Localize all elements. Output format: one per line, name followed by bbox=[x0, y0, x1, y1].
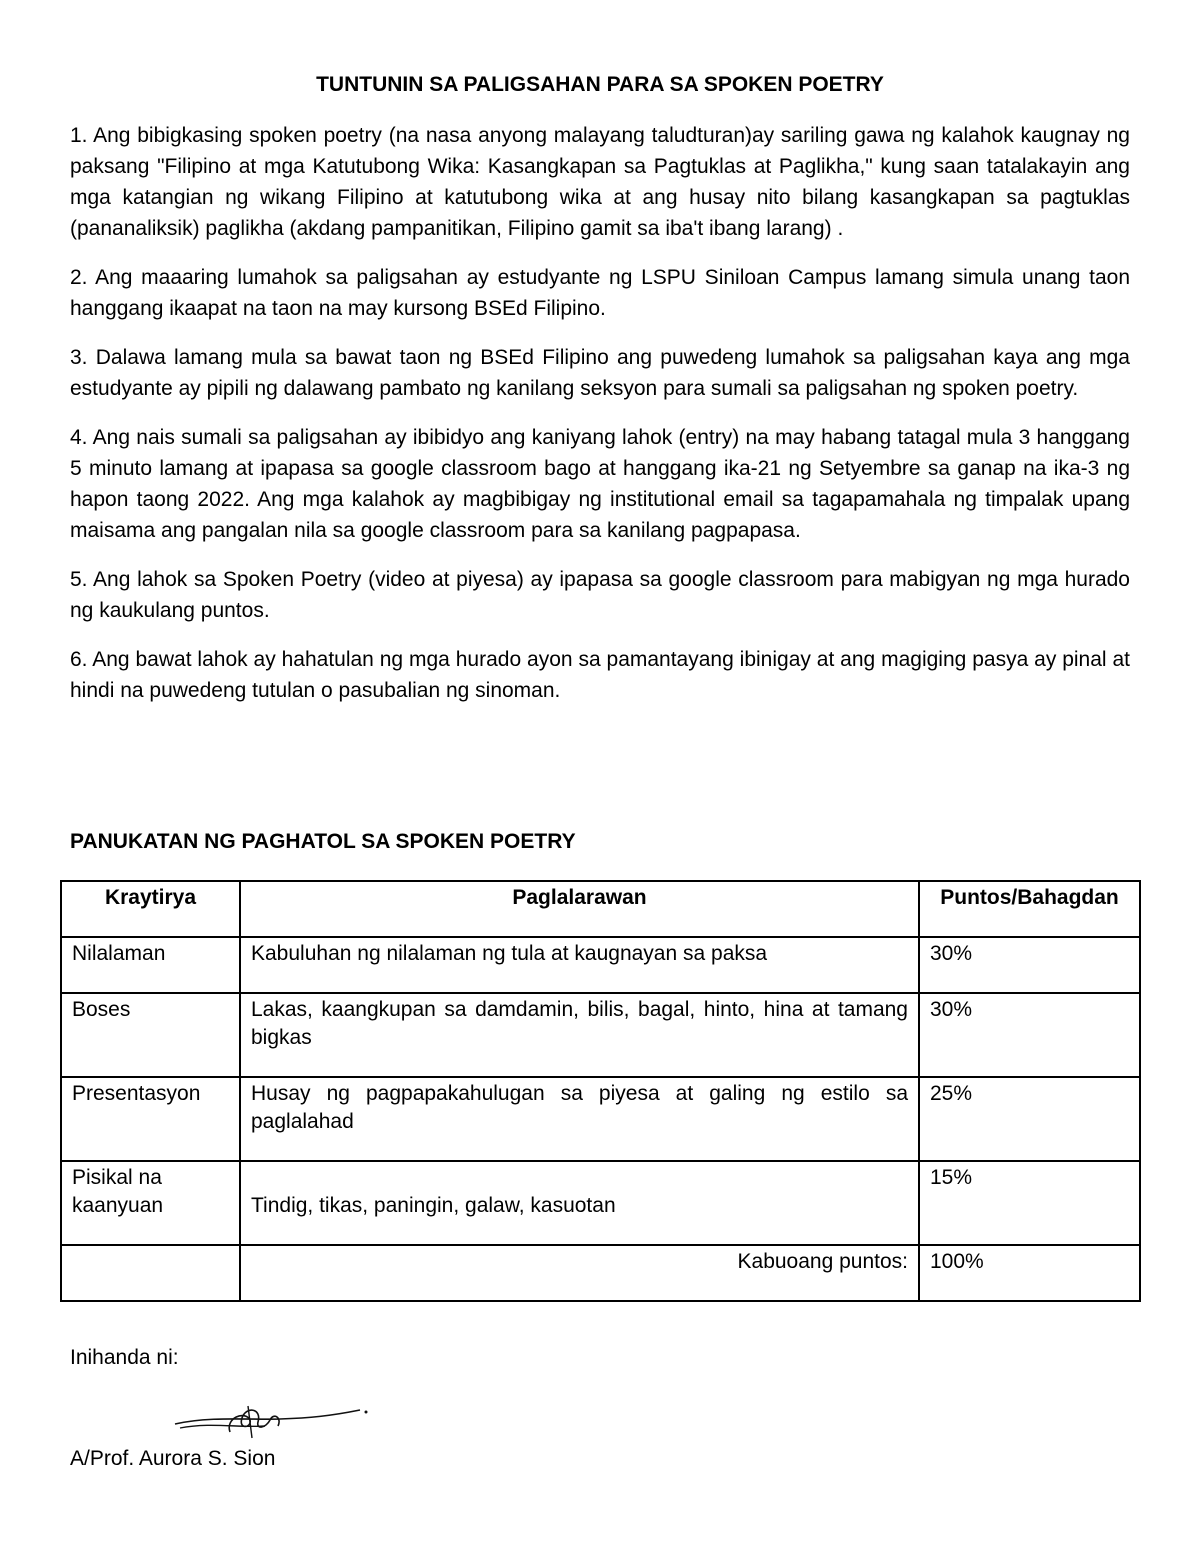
criterion-cell: Nilalaman bbox=[61, 937, 240, 993]
total-label: Kabuoang puntos: bbox=[240, 1245, 919, 1301]
description-cell: Husay ng pagpapakahulugan sa piyesa at galing ng estilo sa paglalahad bbox=[240, 1077, 919, 1161]
rule-item: 1. Ang bibigkasing spoken poetry (na nasa anyong malayang taludturan)ay sariling gawa ng kalahok kaugnay ng paksang "Filipino at mga Katutubong Wika: Kasangkapan sa Pagtuklas at Paglikha," kung saan tatalakayin ang mga katangian ng wikang Filipino at katutubong wika at ang husay nito bilang kasangkapan sa pagtuklas (pananaliksik) paglikha (akdang pampanitikan, Filipino gamit sa iba't ibang larang) . bbox=[70, 124, 1130, 240]
header-description: Paglalarawan bbox=[240, 881, 919, 937]
rubric-table bbox=[60, 880, 1141, 1302]
empty-cell bbox=[61, 1245, 240, 1301]
points-cell: 25% bbox=[919, 1077, 1140, 1161]
description-cell: Lakas, kaangkupan sa damdamin, bilis, bagal, hinto, hina at tamang bigkas bbox=[240, 993, 919, 1077]
total-value: 100% bbox=[919, 1245, 1140, 1301]
points-cell: 30% bbox=[919, 993, 1140, 1077]
criterion-cell: Pisikal na kaanyuan bbox=[61, 1161, 240, 1245]
description-cell bbox=[240, 1161, 919, 1245]
description-text: Tindig, tikas, paningin, galaw, kasuotan bbox=[251, 1194, 616, 1217]
rubric-header-row bbox=[61, 881, 1140, 937]
points-cell: 30% bbox=[919, 937, 1140, 993]
points-cell: 15% bbox=[919, 1161, 1140, 1245]
signature-image bbox=[170, 1398, 370, 1444]
rule-item: 4. Ang nais sumali sa paligsahan ay ibibidyo ang kaniyang lahok (entry) na may habang tatagal mula 3 hanggang 5 minuto lamang at ipapasa sa google classroom bago at hanggang ika-21 ng Setyembre sa ganap na ika-3 ng hapon taong 2022. Ang mga kalahok ay magbibigay ng institutional email sa tagapamahala ng timpalak upang maisama ang pangalan nila sa google classroom para sa kanilang pagpapasa. bbox=[70, 426, 1130, 542]
total-row bbox=[61, 1245, 1140, 1301]
rule-item: 2. Ang maaaring lumahok sa paligsahan ay estudyante ng LSPU Siniloan Campus lamang simula unang taon hanggang ikaapat na taon na may kursong BSEd Filipino. bbox=[70, 266, 1130, 320]
rule-item: 3. Dalawa lamang mula sa bawat taon ng BSEd Filipino ang puwedeng lumahok sa paligsahan kaya ang mga estudyante ay pipili ng dalawang pambato ng kanilang seksyon para sumali sa paligsahan ng spoken poetry. bbox=[70, 346, 1130, 400]
table-row bbox=[61, 993, 1140, 1077]
table-row bbox=[61, 1077, 1140, 1161]
rule-item: 6. Ang bawat lahok ay hahatulan ng mga hurado ayon sa pamantayang ibinigay at ang magiging pasya ay pinal at hindi na puwedeng tutulan o pasubalian ng sinoman. bbox=[70, 648, 1130, 702]
description-cell: Kabuluhan ng nilalaman ng tula at kaugnayan sa paksa bbox=[240, 937, 919, 993]
document-title: TUNTUNIN SA PALIGSAHAN PARA SA SPOKEN POETRY bbox=[316, 73, 884, 96]
criterion-cell: Boses bbox=[61, 993, 240, 1077]
prepared-by-label: Inihanda ni: bbox=[70, 1346, 179, 1369]
signer-name: A/Prof. Aurora S. Sion bbox=[70, 1447, 276, 1470]
table-row bbox=[61, 1161, 1140, 1245]
header-points: Puntos/Bahagdan bbox=[919, 881, 1140, 937]
rule-item: 5. Ang lahok sa Spoken Poetry (video at piyesa) ay ipapasa sa google classroom para mabigyan ng mga hurado ng kaukulang puntos. bbox=[70, 568, 1130, 622]
header-criterion: Kraytirya bbox=[61, 881, 240, 937]
rubric-heading: PANUKATAN NG PAGHATOL SA SPOKEN POETRY bbox=[70, 830, 576, 853]
table-row bbox=[61, 937, 1140, 993]
criterion-cell: Presentasyon bbox=[61, 1077, 240, 1161]
rules-list bbox=[70, 120, 1130, 724]
